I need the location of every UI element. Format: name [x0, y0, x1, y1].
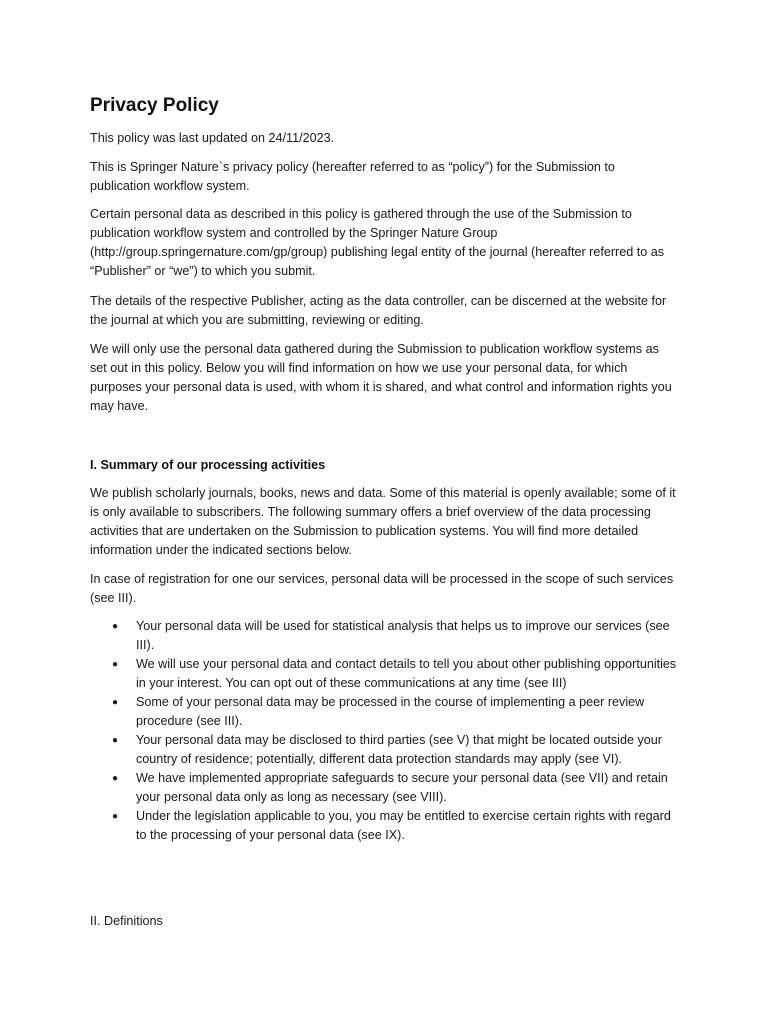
list-item — [90, 731, 680, 769]
publisher-details-paragraph: The details of the respective Publisher, acting as the data controller, can be discerned at the website for the journal at which you are submitting, reviewing or editing. — [90, 294, 667, 327]
last-updated-text: This policy was last updated on 24/11/2023. — [90, 131, 335, 145]
list-item — [90, 807, 680, 845]
bullet-icon: ● — [112, 811, 119, 822]
registration-paragraph: In case of registration for one our services, personal data will be processed in the scope of such services (see III). — [90, 572, 674, 605]
list-item — [90, 693, 680, 731]
list-item-text: Some of your personal data may be processed in the course of implementing a peer review procedure (see III). — [136, 695, 645, 728]
list-item — [90, 769, 680, 807]
list-item — [90, 655, 680, 693]
summary-paragraph: We publish scholarly journals, books, news and data. Some of this material is openly available; some of it is only available to subscribers. The following summary offers a brief overview of the data processing activities that are undertaken on the Submission to publication systems. You will find more detailed information under the indicated sections below. — [90, 486, 676, 557]
list-item-text: We have implemented appropriate safeguards to secure your personal data (see VII) and retain your personal data only as long as necessary (see VIII). — [136, 771, 668, 804]
page-title: Privacy Policy — [90, 95, 219, 116]
list-item-text: Your personal data may be disclosed to third parties (see V) that might be located outside your country of residence; potentially, different data protection standards may apply (see VI). — [136, 733, 662, 766]
bullet-icon: ● — [112, 773, 119, 784]
bullet-icon: ● — [112, 621, 119, 632]
bullet-icon: ● — [112, 659, 119, 670]
list-item-text: We will use your personal data and contact details to tell you about other publishing opportunities in your interest. You can opt out of these communications at any time (see III) — [136, 657, 677, 690]
list-item-text: Your personal data will be used for statistical analysis that helps us to improve our services (see III). — [136, 619, 670, 652]
bullet-icon: ● — [112, 697, 119, 708]
list-item — [90, 617, 680, 655]
data-usage-paragraph: We will only use the personal data gathered during the Submission to publication workflow systems as set out in this policy. Below you will find information on how we use your personal data, for which purposes your personal data is used, with whom it is shared, and what control and information rights you may have. — [90, 342, 672, 413]
summary-bullet-list — [90, 617, 680, 845]
bullet-icon: ● — [112, 735, 119, 746]
list-item-text: Under the legislation applicable to you, you may be entitled to exercise certain rights with regard to the processing of your personal data (see IX). — [136, 809, 671, 842]
section-heading-summary: I. Summary of our processing activities — [90, 458, 326, 472]
section-heading-definitions: II. Definitions — [90, 914, 163, 928]
data-gathering-paragraph: Certain personal data as described in this policy is gathered through the use of the Submission to publication workflow system and controlled by the Springer Nature Group (http://group.springernature.com/gp/group) publishing legal entity of the journal (hereafter referred to as “Publisher” or “we”) to which you submit. — [90, 207, 665, 278]
intro-paragraph: This is Springer Nature`s privacy policy (hereafter referred to as “policy”) for the Submission to publication workflow system. — [90, 160, 615, 193]
